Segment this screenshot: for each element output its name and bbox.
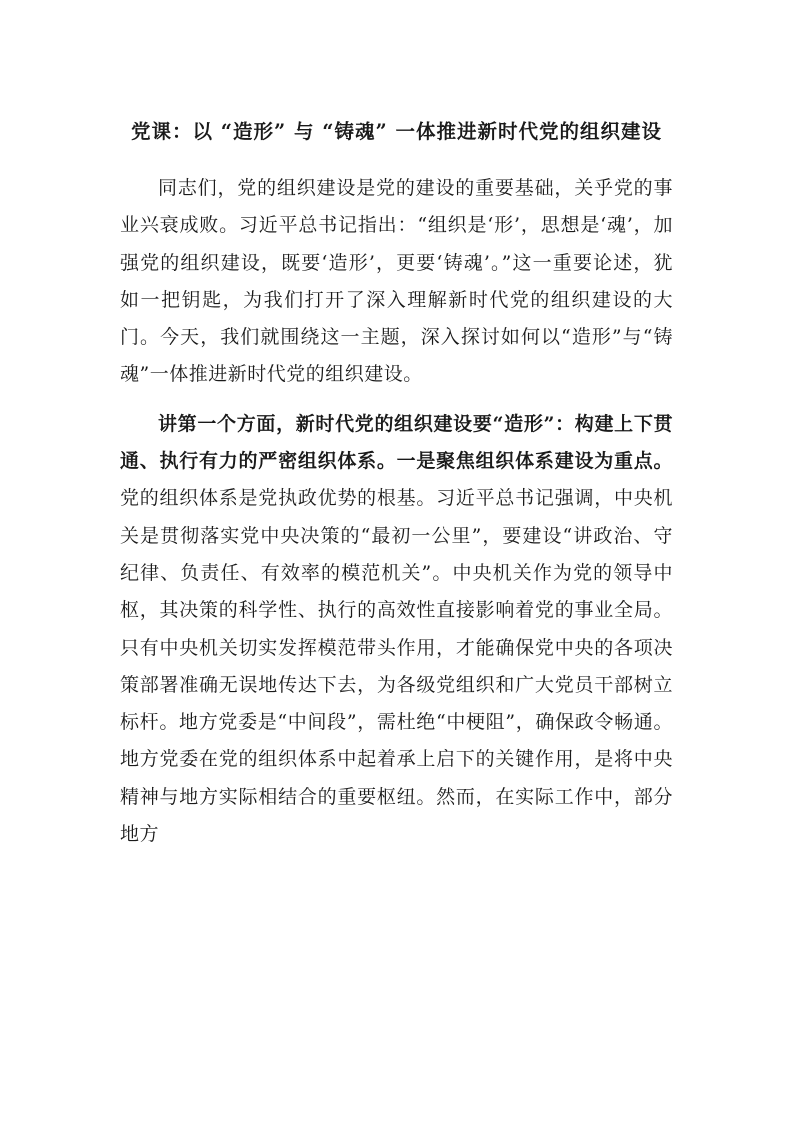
paragraph-section-one (120, 406, 673, 854)
paragraph-intro-text: 同志们，党的组织建设是党的建设的重要基础，关乎党的事业兴衰成败。习近平总书记指出：“组织是‘形’，思想是‘魂’，加强党的组织建设，既要‘造形’，更要‘铸魂’。”这一重要论述，犹如一把钥匙，为我们打开了深入理解新时代党的组织建设的大门。今天，我们就围绕这一主题，深入探讨如何以“造形”与“铸魂”一体推进新时代党的组织建设。 (120, 177, 673, 386)
paragraph-intro (120, 170, 673, 394)
section-one-heading: 讲第一个方面，新时代党的组织建设要“造形”：构建上下贯通、执行有力的严密组织体系。一是聚焦组织体系建设为重点。 (120, 412, 673, 473)
section-one-body: 党的组织体系是党执政优势的根基。习近平总书记强调，中央机关是贯彻落实党中央决策的“最初一公里”，要建设“讲政治、守纪律、负责任、有效率的模范机关”。中央机关作为党的领导中枢，其决策的科学性、执行的高效性直接影响着党的事业全局。只有中央机关切实发挥模范带头作用，才能确保党中央的各项决策部署准确无误地传达下去，为各级党组织和广大党员干部树立标杆。地方党委是“中间段”，需杜绝“中梗阻”，确保政令畅通。地方党委在党的组织体系中起着承上启下的关键作用，是将中央精神与地方实际相结合的重要枢纽。然而，在实际工作中，部分地方 (120, 487, 673, 846)
document-page (120, 110, 673, 853)
document-title: 党课：以 “造形” 与 “铸魂” 一体推进新时代党的组织建设 (130, 120, 663, 143)
